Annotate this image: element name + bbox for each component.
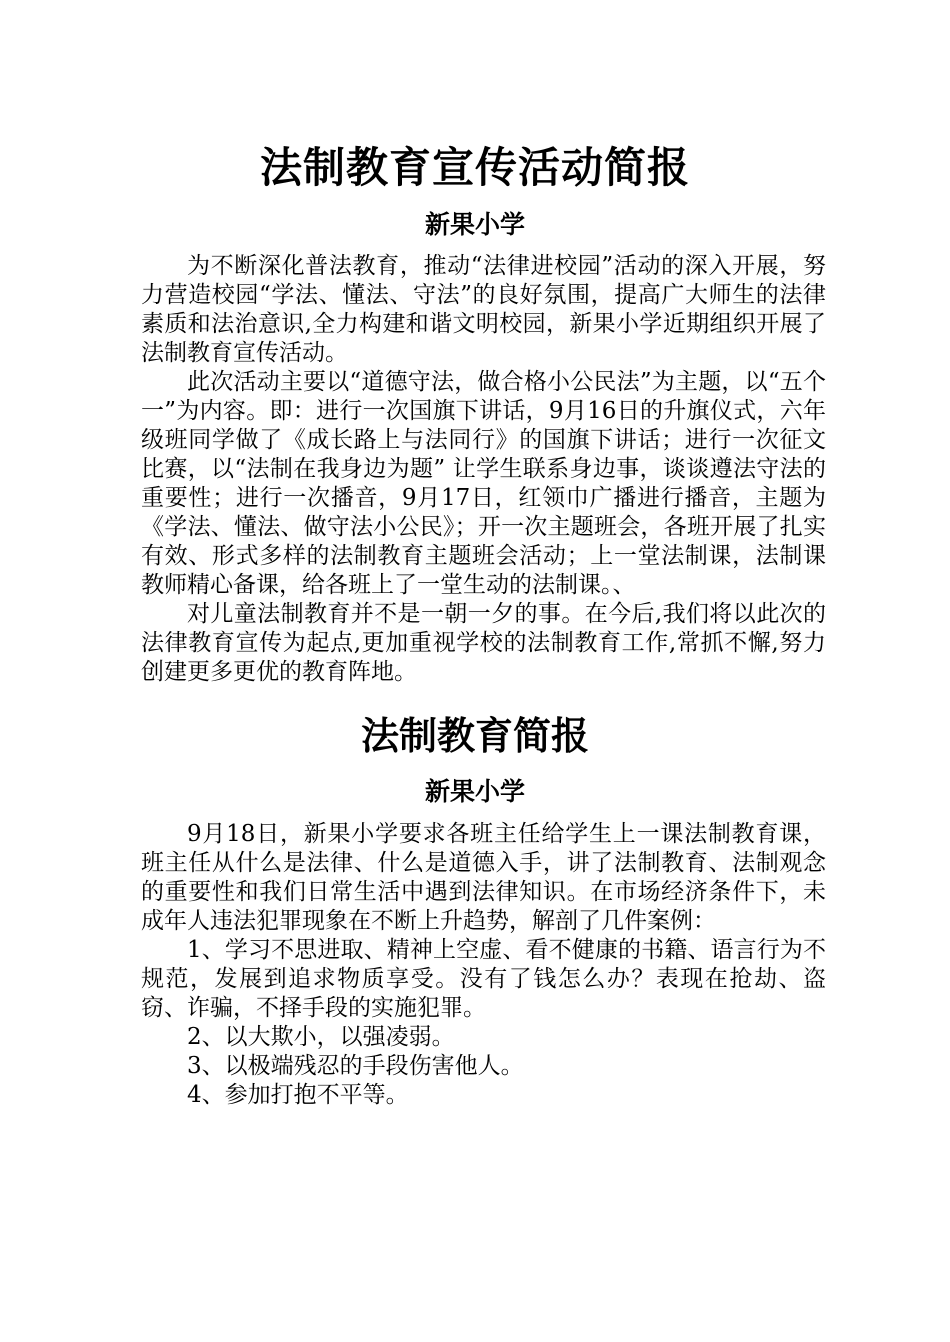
list-item: 2、以大欺小，以强凌弱。 <box>187 1024 455 1050</box>
second-report-title: 法制教育简报 <box>360 714 589 758</box>
report-body <box>141 252 826 687</box>
list-item: 4、参加打抱不平等。 <box>187 1082 409 1108</box>
report-school: 新果小学 <box>424 210 525 239</box>
paragraph: 此次活动主要以“道德守法，做合格小公民法”为主题，以“五个一”为内容。即：进行一次国旗下讲话，9月16日的升旗仪式，六年级班同学做了《成长路上与法同行》的国旗下讲话；进行一次征文比赛，以“法制在我身边为题” 让学生联系身边事，谈谈遵法守法的重要性；进行一次播音，9月17日，红领巾广播进行播音，主题为《学法、懂法、做守法小公民》；开一次主题班会，各班开展了扎实有效、形式多样的法制教育主题班会活动；上一堂法制课，法制课教师精心备课，给各班上了一堂生动的法制课。、 <box>141 369 826 598</box>
list-item: 1、学习不思进取、精神上空虚、看不健康的书籍、语言行为不规范，发展到追求物质享受。没有了钱怎么办？表现在抢劫、盗窃、诈骗，不择手段的实施犯罪。 <box>141 937 826 1021</box>
report-title: 法制教育宣传活动简报 <box>259 143 690 192</box>
paragraph: 为不断深化普法教育，推动“法律进校园”活动的深入开展，努力营造校园“学法、懂法、守法”的良好氛围，提高广大师生的法律素质和法治意识,全力构建和谐文明校园，新果小学近期组织开展了法制教育宣传活动。 <box>141 253 826 366</box>
second-report-body <box>141 820 826 1110</box>
paragraph: 对儿童法制教育并不是一朝一夕的事。在今后,我们将以此次的法律教育宣传为起点,更加重视学校的法制教育工作,常抓不懈,努力创建更多更优的教育阵地。 <box>141 601 826 685</box>
second-report-school: 新果小学 <box>424 777 525 806</box>
paragraph: 9月18日，新果小学要求各班主任给学生上一课法制教育课，班主任从什么是法律、什么是道德入手，讲了法制教育、法制观念的重要性和我们日常生活中遇到法律知识。在市场经济条件下，未成年人违法犯罪现象在不断上升趋势，解剖了几件案例： <box>141 821 826 934</box>
list-item: 3、以极端残忍的手段伤害他人。 <box>187 1053 524 1079</box>
